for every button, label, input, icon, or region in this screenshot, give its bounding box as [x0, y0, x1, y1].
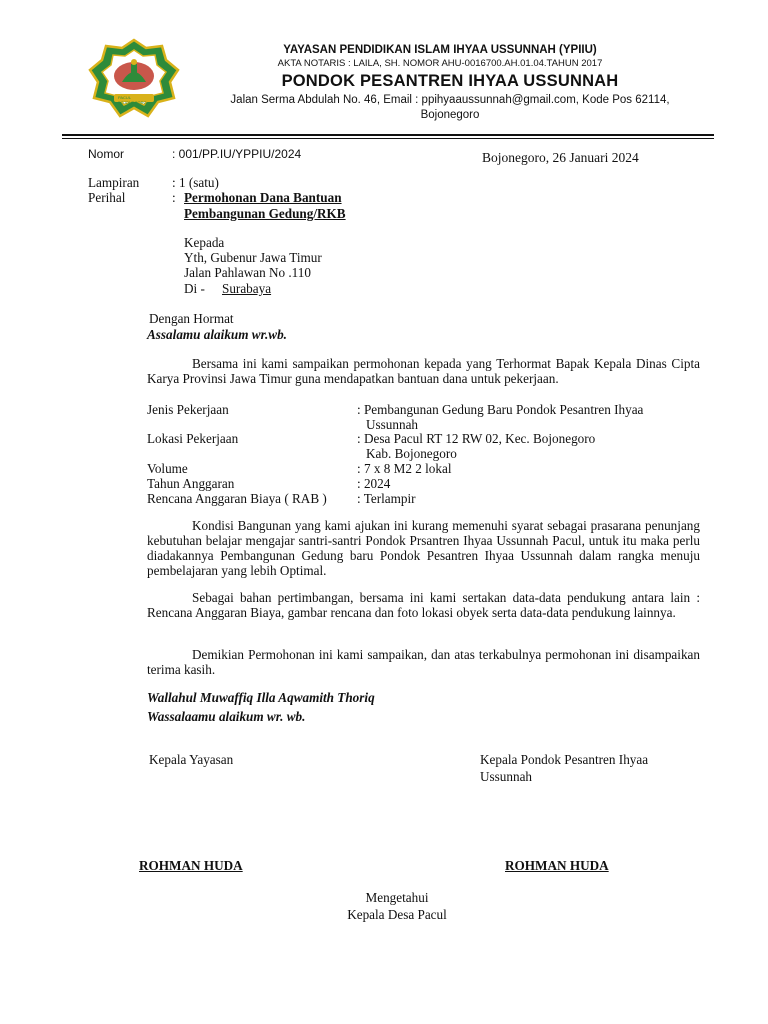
greeting-hormat: Dengan Hormat [149, 311, 234, 326]
recipient-name: Yth, Gubenur Jawa Timur [184, 250, 322, 265]
perihal-colon: : [172, 190, 176, 205]
kades-title: Kepala Desa Pacul [347, 907, 447, 922]
intro-paragraph: Bersama ini kami sampaikan permohonan kepada yang Terhormat Bapak Kepala Dinas Cipta Karya Provinsi Jawa Timur guna mendapatkan bantuan dana untuk pekerjaan. [147, 356, 700, 386]
letterhead-rule-thin [62, 138, 714, 139]
detail-value: : 2024 [357, 476, 391, 491]
lampiran-value: : 1 (satu) [172, 175, 219, 190]
lampiran-label: Lampiran [88, 175, 140, 190]
school-address [205, 93, 695, 123]
closing-line-1: Wallahul Muwaffiq Illa Aqwamith Thoriq [147, 690, 375, 705]
detail-value: : 7 x 8 M2 2 lokal [357, 461, 452, 476]
address-line-2: Bojonegoro [420, 109, 480, 121]
perihal-line-2: Pembangunan Gedung/RKB [184, 206, 346, 221]
closing-line-2: Wassalaamu alaikum wr. wb. [147, 709, 306, 724]
recipient-di: Di - [184, 281, 205, 296]
letter-date: Bojonegoro, 26 Januari 2024 [482, 150, 639, 165]
detail-label: Lokasi Pekerjaan [147, 431, 239, 446]
mengetahui-label: Mengetahui [365, 890, 429, 905]
penutup-paragraph: Demikian Permohonan ini kami sampaikan, dan atas terkabulnya permohonan ini disampaikan terima kasih. [147, 647, 700, 677]
detail-value: : Pembangunan Gedung Baru Pondok Pesantren Ihyaa [357, 402, 644, 417]
perihal-line-1: Permohonan Dana Bantuan [184, 190, 342, 205]
address-line-1: Jalan Serma Abdulah No. 46, Email : ppihyaaussunnah@gmail.com, Kode Pos 62114, [230, 94, 670, 106]
signature-right-name: ROHMAN HUDA [505, 858, 609, 873]
detail-value-cont: Kab. Bojonegoro [366, 446, 457, 461]
logo-lettering: PACUL BOJONEGORO [118, 95, 147, 105]
notary-info: AKTA NOTARIS : LAILA, SH. NOMOR AHU-0016700.AH.01.04.TAHUN 2017 [277, 58, 603, 69]
detail-label: Rencana Anggaran Biaya ( RAB ) [147, 491, 327, 506]
signature-right-title-2: Ussunnah [480, 769, 533, 784]
foundation-logo [88, 38, 180, 118]
signature-left-title: Kepala Yayasan [149, 752, 234, 767]
recipient-street: Jalan Pahlawan No .110 [184, 265, 311, 280]
letterhead-rule-thick [62, 134, 714, 136]
signature-right-title-1: Kepala Pondok Pesantren Ihyaa [480, 752, 649, 767]
perihal-label: Perihal [88, 190, 126, 205]
detail-label: Tahun Anggaran [147, 476, 235, 491]
detail-value-cont: Ussunnah [366, 417, 419, 432]
detail-value: : Terlampir [357, 491, 416, 506]
detail-value: : Desa Pacul RT 12 RW 02, Kec. Bojonegoro [357, 431, 596, 446]
detail-label: Volume [147, 461, 188, 476]
school-name: PONDOK PESANTREN IHYAA USSUNNAH [281, 72, 619, 90]
detail-label: Jenis Pekerjaan [147, 402, 229, 417]
bahan-paragraph: Sebagai bahan pertimbangan, bersama ini kami sertakan data-data pendukung antara lain : Rencana Anggaran Biaya, gambar rencana dan foto lokasi obyek serta data-data pendukung lainnya. [147, 590, 700, 620]
signature-left-name: ROHMAN HUDA [139, 858, 243, 873]
recipient-city: Surabaya [222, 281, 272, 296]
kondisi-paragraph: Kondisi Bangunan yang kami ajukan ini kurang memenuhi syarat sebagai prasarana penunjang kebutuhan belajar mengajar santri-santri Pondok Prsantren Ihyaa Ussunnah Pacul, untuk itu maka perlu diadakannya Pembangunan Gedung baru Pondok Pesantren Ihyaa Ussunnah dalam rangka menuju pembelajaran yang lebih Optimal. [147, 518, 700, 578]
foundation-name: YAYASAN PENDIDIKAN ISLAM IHYAA USSUNNAH (YPIIU) [283, 44, 597, 56]
greeting-salam: Assalamu alaikum wr.wb. [147, 327, 287, 342]
recipient-kepada: Kepada [184, 235, 225, 250]
nomor-label: Nomor [88, 147, 125, 161]
nomor-value: : 001/PP.IU/YPPIU/2024 [172, 147, 302, 161]
